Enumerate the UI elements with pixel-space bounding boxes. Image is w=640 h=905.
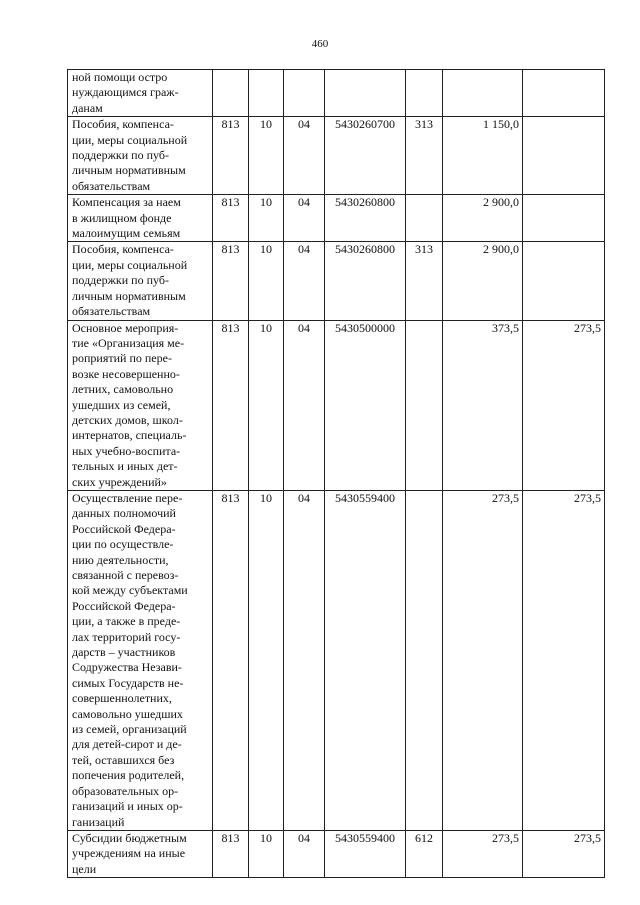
row-code: 813 [213, 830, 249, 877]
row-sum-1: 273,5 [443, 830, 523, 877]
row-subsection: 04 [284, 490, 325, 830]
row-expense-type: 313 [406, 242, 443, 320]
page-number: 460 [311, 38, 329, 50]
row-sum-2: 273,5 [523, 320, 605, 490]
row-code: 813 [213, 117, 249, 195]
table-row [68, 70, 605, 117]
row-sum-1: 1 150,0 [443, 117, 523, 195]
row-code: 813 [213, 195, 249, 242]
row-sum-1: 273,5 [443, 490, 523, 830]
row-sum-2 [523, 195, 605, 242]
row-code: 813 [213, 242, 249, 320]
row-target-article: 5430500000 [325, 320, 406, 490]
row-name: Пособия, компенса- ции, меры социальной поддержки по пуб- личным нормативным обязательствам [68, 242, 213, 320]
row-target-article: 5430559400 [325, 830, 406, 877]
row-expense-type [406, 195, 443, 242]
row-section: 10 [249, 242, 284, 320]
row-section: 10 [249, 490, 284, 830]
row-expense-type [406, 70, 443, 117]
row-sum-1: 373,5 [443, 320, 523, 490]
row-name: Пособия, компенса- ции, меры социальной поддержки по пуб- личным нормативным обязательствам [68, 117, 213, 195]
row-expense-type [406, 320, 443, 490]
row-name: Субсидии бюджетным учреждениям на иные цели [68, 830, 213, 877]
row-target-article: 5430260800 [325, 242, 406, 320]
row-code [213, 70, 249, 117]
row-target-article [325, 70, 406, 117]
table-row [68, 830, 605, 877]
row-sum-1 [443, 70, 523, 117]
row-sum-2: 273,5 [523, 830, 605, 877]
row-expense-type: 612 [406, 830, 443, 877]
row-code: 813 [213, 320, 249, 490]
row-target-article: 5430559400 [325, 490, 406, 830]
row-expense-type: 313 [406, 117, 443, 195]
table-row [68, 320, 605, 490]
budget-table [67, 69, 605, 878]
row-target-article: 5430260700 [325, 117, 406, 195]
row-sum-2 [523, 117, 605, 195]
row-section: 10 [249, 320, 284, 490]
row-sum-1: 2 900,0 [443, 195, 523, 242]
table-row [68, 195, 605, 242]
row-section: 10 [249, 195, 284, 242]
row-subsection: 04 [284, 242, 325, 320]
row-expense-type [406, 490, 443, 830]
table-row [68, 490, 605, 830]
row-subsection: 04 [284, 117, 325, 195]
row-subsection: 04 [284, 320, 325, 490]
row-name: Компенсация за наем в жилищном фонде малоимущим семьям [68, 195, 213, 242]
row-subsection [284, 70, 325, 117]
row-sum-2 [523, 242, 605, 320]
table-row [68, 117, 605, 195]
table-body [68, 70, 605, 878]
row-sum-1: 2 900,0 [443, 242, 523, 320]
row-sum-2: 273,5 [523, 490, 605, 830]
row-section: 10 [249, 117, 284, 195]
row-code: 813 [213, 490, 249, 830]
row-name: ной помощи остро нуждающимся граж- данам [68, 70, 213, 117]
row-target-article: 5430260800 [325, 195, 406, 242]
row-subsection: 04 [284, 195, 325, 242]
table-row [68, 242, 605, 320]
row-section: 10 [249, 830, 284, 877]
row-sum-2 [523, 70, 605, 117]
row-name: Основное мероприя- тие «Организация ме- роприятий по пере- возке несовершенно- летних, самовольно ушедших из семей, детских домов, школ- интернатов, специаль- ных учебно-воспита- тельных и иных дет- ских учреждений» [68, 320, 213, 490]
row-subsection: 04 [284, 830, 325, 877]
row-section [249, 70, 284, 117]
row-name: Осуществление пере- данных полномочий Российской Федера- ции по осуществле- нию деятельности, связанной с перевоз- кой между субъектами Российской Федера- ции, а также в преде- лах территорий госу- дарств – участников Содружества Незави- симых Государств не- совершеннолетних, самовольно ушедших из семей, организаций для детей-сирот и де- тей, оставшихся без попечения родителей, образовательных ор- ганизаций и иных ор- ганизаций [68, 490, 213, 830]
